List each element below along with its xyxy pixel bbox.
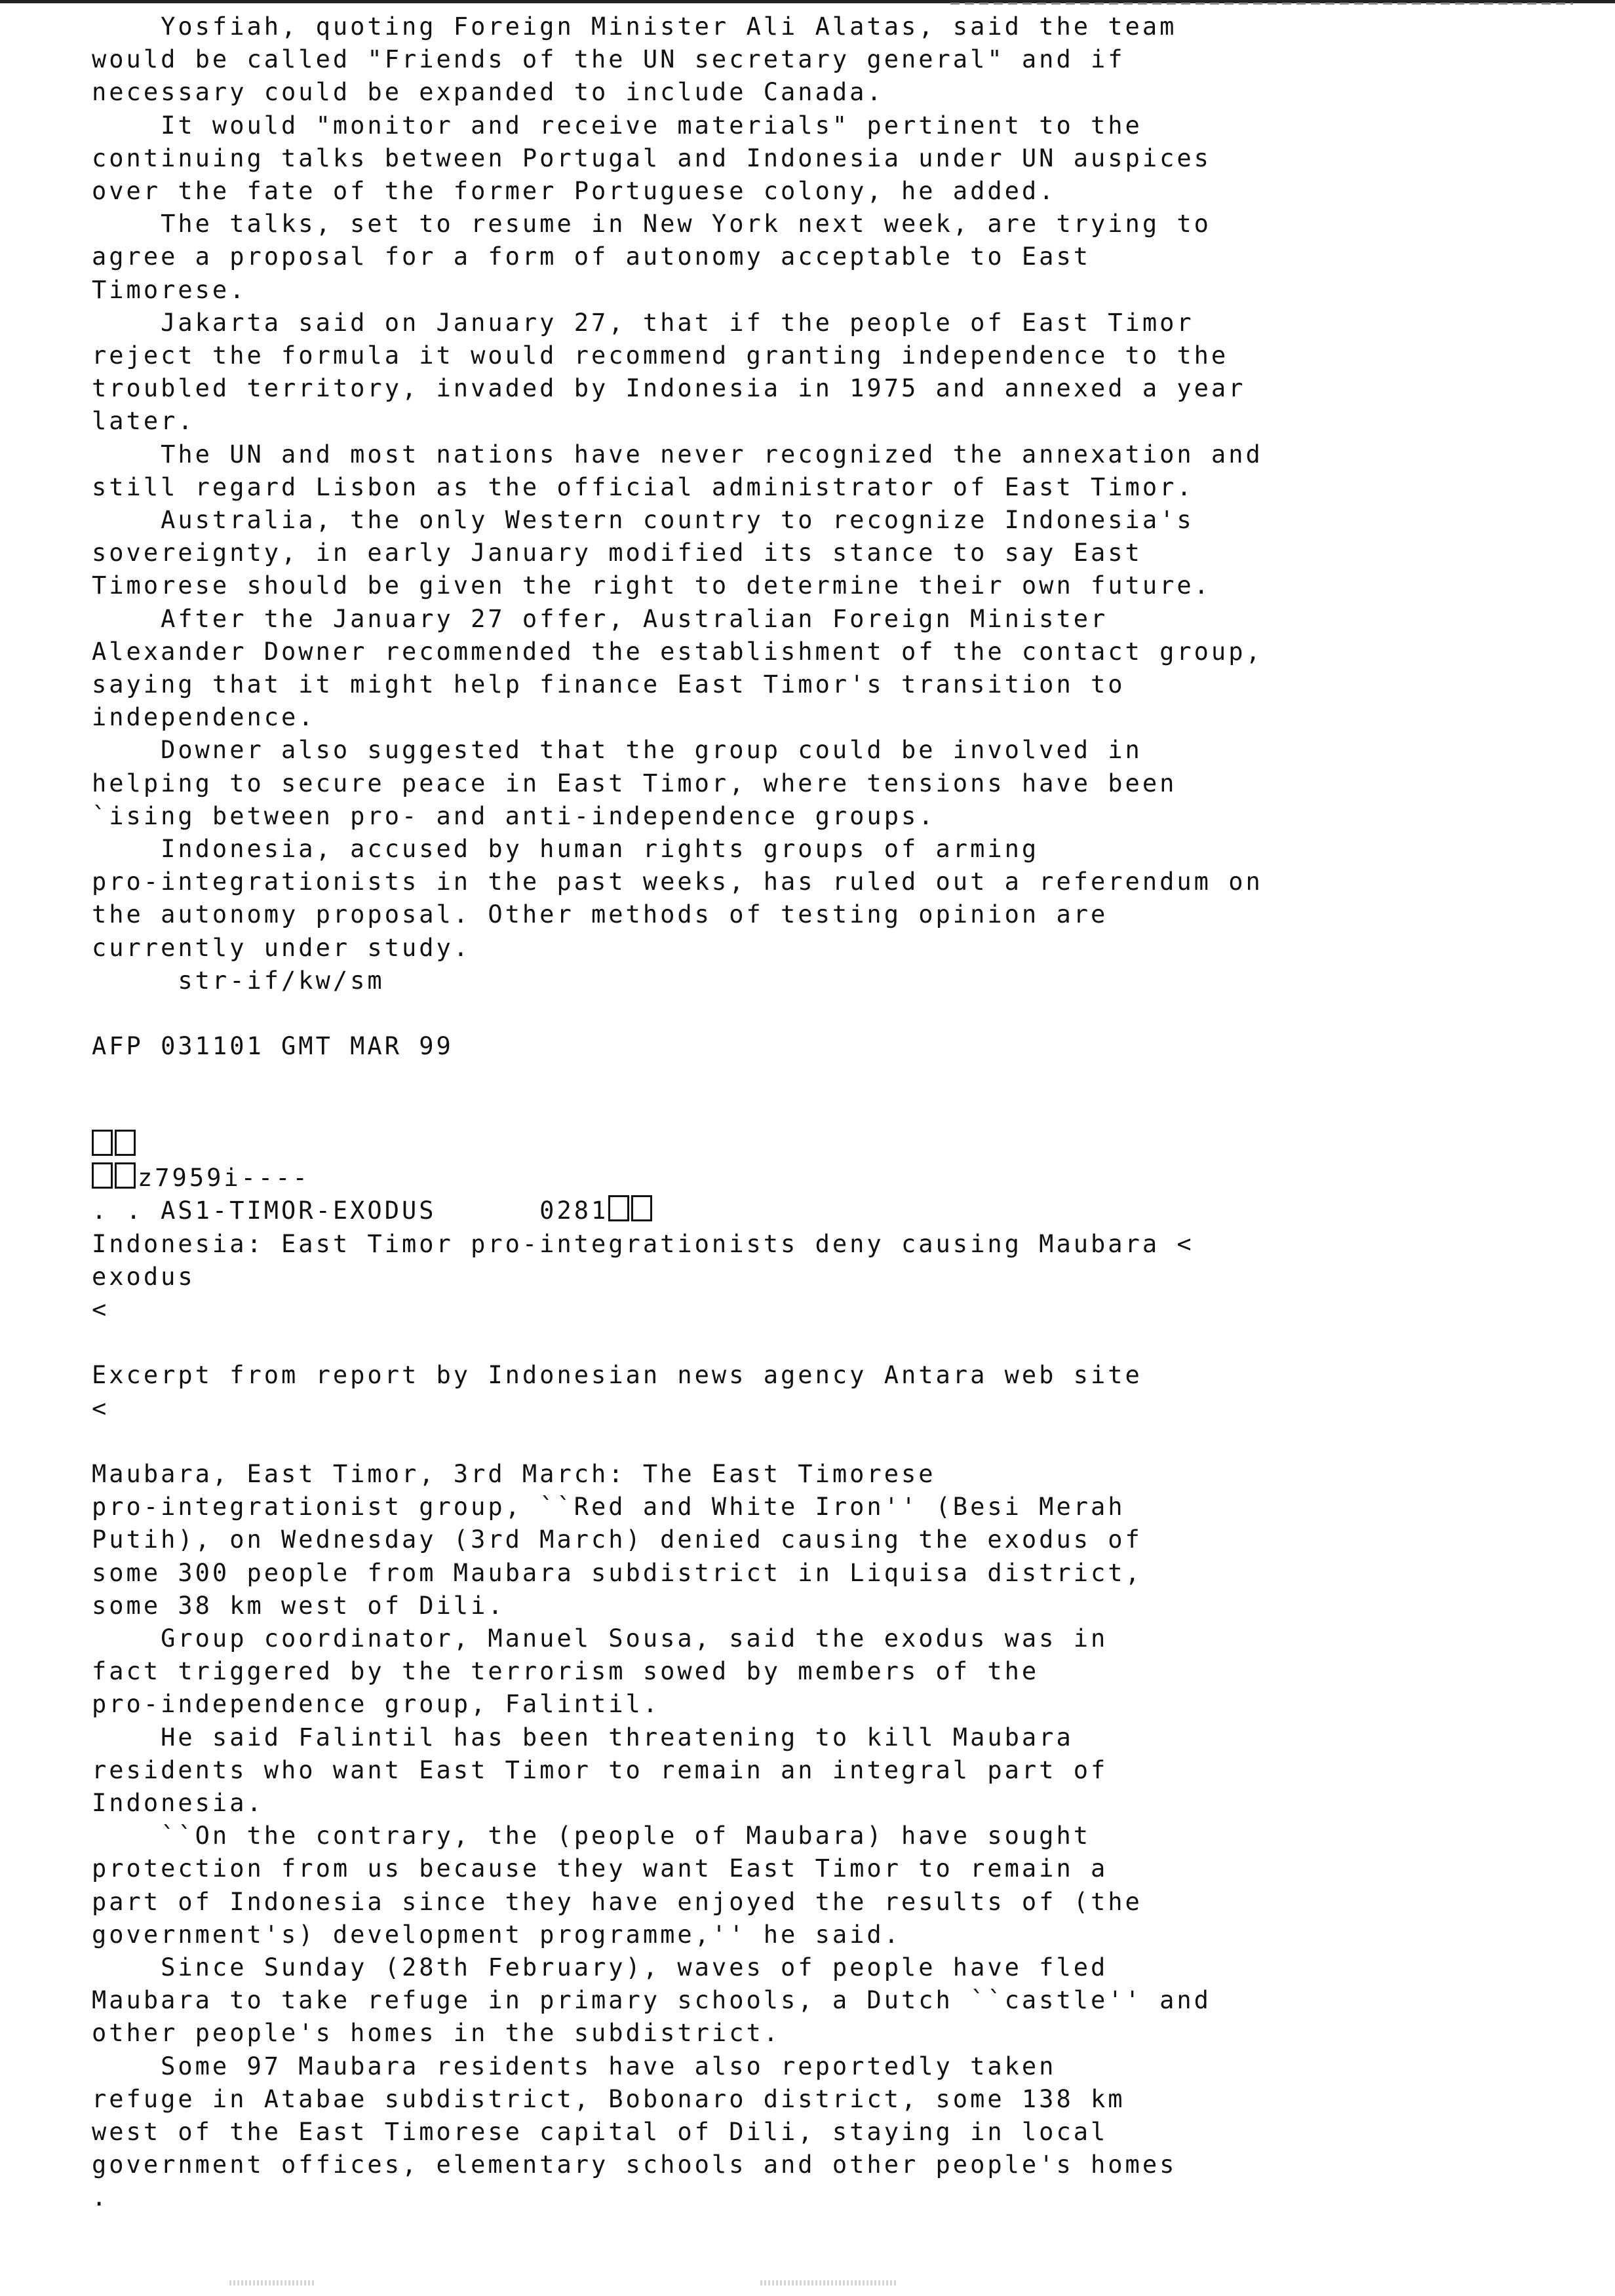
article-one-text: Yosfiah, quoting Foreign Minister Ali Alatas, said the team would be called "Friends of the UN secretary general" and if necessary could be expanded to include Canada. It would "monitor and receive materials" pertinent to the continuing talks between Portugal and Indonesia under UN auspices over the fate of the former Portuguese colony, he added. The talks, set to resume in New York next week, are trying to agree a proposal for a form of autonomy acceptable to East Timorese. Jakarta said on January 27, that if the people of East Timor reject the formula it would recommend granting independence to the troubled territory, invaded by Indonesia in 1975 and annexed a year later. The UN and most nations have never recognized the annexation and still regard Lisbon as the official administrator of East Timor. Australia, the only Western country to recognize Indonesia's sovereignty, in early January modified its stance to say East Timorese should be given the right to determine their own future. After the January 27 offer, Australian Foreign Minister Alexander Downer recommended the establishment of the contact group, saying that it might help finance East Timor's transition to independence. Downer also suggested that the group could be involved in helping to secure peace in East Timor, where tensions have been `ising between pro- and anti-independence groups. Indonesia, accused by human rights groups of arming pro-integrationists in the past weeks, has ruled out a referendum on the autonomy proposal. Other methods of testing opinion are currently under study. str-if/kw/sm AFP 031101 GMT MAR 99 xyxy=(92,12,1263,1061)
control-char-box xyxy=(608,1195,629,1221)
control-char-box xyxy=(115,1162,136,1189)
top-border-dashes xyxy=(950,3,1573,5)
control-char-box xyxy=(92,1130,113,1156)
control-char-box xyxy=(115,1130,136,1156)
control-char-boxes xyxy=(92,1131,138,1159)
control-char-box xyxy=(631,1195,652,1221)
slug-text: . . AS1-TIMOR-EXODUS 0281 xyxy=(92,1196,609,1225)
wire-id: z7959i---- xyxy=(138,1164,310,1193)
control-char-box xyxy=(92,1162,113,1189)
document-body xyxy=(92,10,1534,2215)
slug-line xyxy=(92,1196,654,1225)
wire-header-line xyxy=(92,1164,310,1192)
scan-smudge xyxy=(229,2280,315,2286)
article-two-text: Indonesia: East Timor pro-integrationists deny causing Maubara < exodus < Excerpt from report by Indonesian news agency Antara web site < Maubara, East Timor, 3rd March: The East Timorese pro-integrationist group, ``Red and White Iron'' (Besi Merah Putih), on Wednesday (3rd March) denied causing the exodus of some 300 people from Maubara subdistrict in Liquisa district, some 38 km west of Dili. Group coordinator, Manuel Sousa, said the exodus was in fact triggered by the terrorism sowed by members of the pro-independence group, Falintil. He said Falintil has been threatening to kill Maubara residents who want East Timor to remain an integral part of Indonesia. ``On the contrary, the (people of Maubara) have sought protection from us because they want East Timor to remain a part of Indonesia since they have enjoyed the results of (the government's) development programme,'' he said. Since Sunday (28th February), waves of people have fled Maubara to take refuge in primary schools, a Dutch ``castle'' and other people's homes in the subdistrict. Some 97 Maubara residents have also reportedly taken refuge in Atabae subdistrict, Bobonaro district, some 138 km west of the East Timorese capital of Dili, staying in local government offices, elementary schools and other people's homes . xyxy=(92,1229,1211,2212)
scan-smudge xyxy=(760,2280,898,2286)
